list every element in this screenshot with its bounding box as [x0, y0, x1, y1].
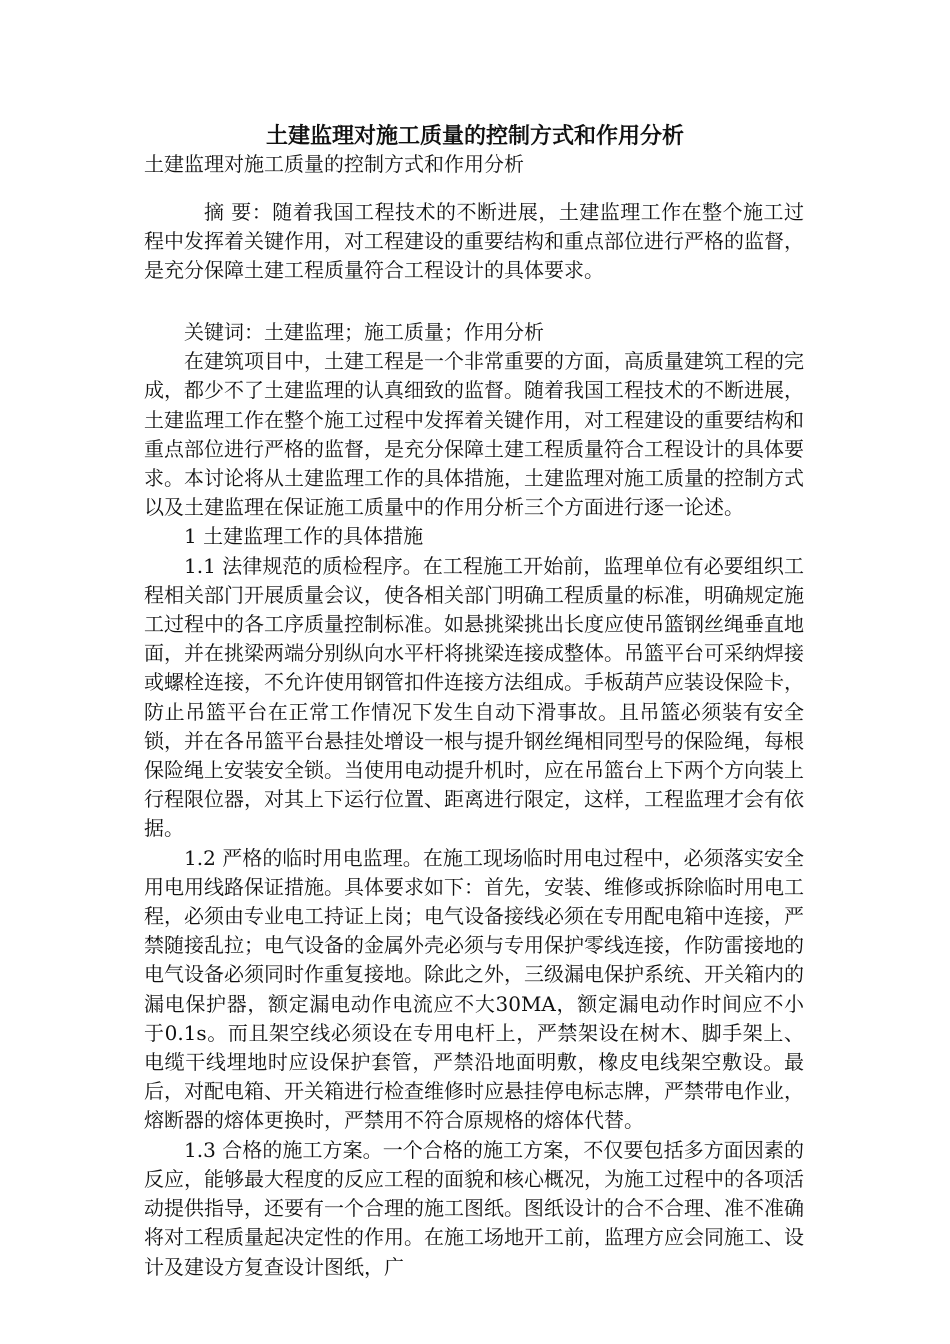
body-section	[144, 318, 804, 1282]
abstract-section	[144, 198, 804, 286]
keywords-line: 关键词：土建监理；施工质量；作用分析	[184, 320, 544, 344]
section-1-3-paragraph: 1.3 合格的施工方案。一个合格的施工方案，不仅要包括多方面因素的反应，能够最大程度的反应工程的面貌和核心概况，为施工过程中的各项活动提供指导，还要有一个合理的施工图纸。图纸设计的合不合理、准不准确将对工程质量起决定性的作用。在施工场地开工前，监理方应会同施工、设计及建设方复查设计图纸，广	[144, 1137, 804, 1279]
section-1-1-paragraph: 1.1 法律规范的质检程序。在工程施工开始前，监理单位有必要组织工程相关部门开展质量会议，使各相关部门明确工程质量的标准，明确规定施工过程中的各工序质量控制标准。如悬挑梁挑出长度应使吊篮钢丝绳垂直地面，并在挑梁两端分别纵向水平杆将挑梁连接成整体。吊篮平台可采纳焊接或螺栓连接，不允许使用钢管扣件连接方法组成。手板葫芦应装设保险卡，防止吊篮平台在正常工作情况下发生自动下滑事故。且吊篮必须装有安全锁，并在各吊篮平台悬挂处增设一根与提升钢丝绳相同型号的保险绳，每根保险绳上安装安全锁。当使用电动提升机时，应在吊篮台上下两个方向装上行程限位器，对其上下运行位置、距离进行限定，这样，工程监理才会有依据。	[144, 553, 804, 841]
abstract-paragraph: 摘 要：随着我国工程技术的不断进展，土建监理工作在整个施工过程中发挥着关键作用，对工程建设的重要结构和重点部位进行严格的监督，是充分保障土建工程质量符合工程设计的具体要求。	[144, 200, 804, 283]
intro-paragraph: 在建筑项目中，土建工程是一个非常重要的方面，高质量建筑工程的完成，都少不了土建监理的认真细致的监督。随着我国工程技术的不断进展，土建监理工作在整个施工过程中发挥着关键作用，对工程建设的重要结构和重点部位进行严格的监督，是充分保障土建工程质量符合工程设计的具体要求。本讨论将从土建监理工作的具体措施，土建监理对施工质量的控制方式以及土建监理在保证施工质量中的作用分析三个方面进行逐一论述。	[144, 349, 804, 520]
document-subtitle: 土建监理对施工质量的控制方式和作用分析	[144, 152, 524, 176]
section-1-2-paragraph: 1.2 严格的临时用电监理。在施工现场临时用电过程中，必须落实安全用电用线路保证措施。具体要求如下：首先，安装、维修或拆除临时用电工程，必须由专业电工持证上岗；电气设备接线必须在专用配电箱中连接，严禁随接乱拉；电气设备的金属外壳必须与专用保护零线连接，作防雷接地的电气设备必须同时作重复接地。除此之外，三级漏电保护系统、开关箱内的漏电保护器，额定漏电动作电流应不大30MA，额定漏电动作时间应不小于0.1s。而且架空线必须设在专用电杆上，严禁架设在树木、脚手架上、电缆干线埋地时应设保护套管，严禁沿地面明敷，橡皮电线架空敷设。最后，对配电箱、开关箱进行检查维修时应悬挂停电标志牌，严禁带电作业，熔断器的熔体更换时，严禁用不符合原规格的熔体代替。	[144, 845, 804, 1133]
document-title: 土建监理对施工质量的控制方式和作用分析	[265, 124, 684, 149]
section-1-heading: 1 土建监理工作的具体措施	[184, 524, 424, 549]
